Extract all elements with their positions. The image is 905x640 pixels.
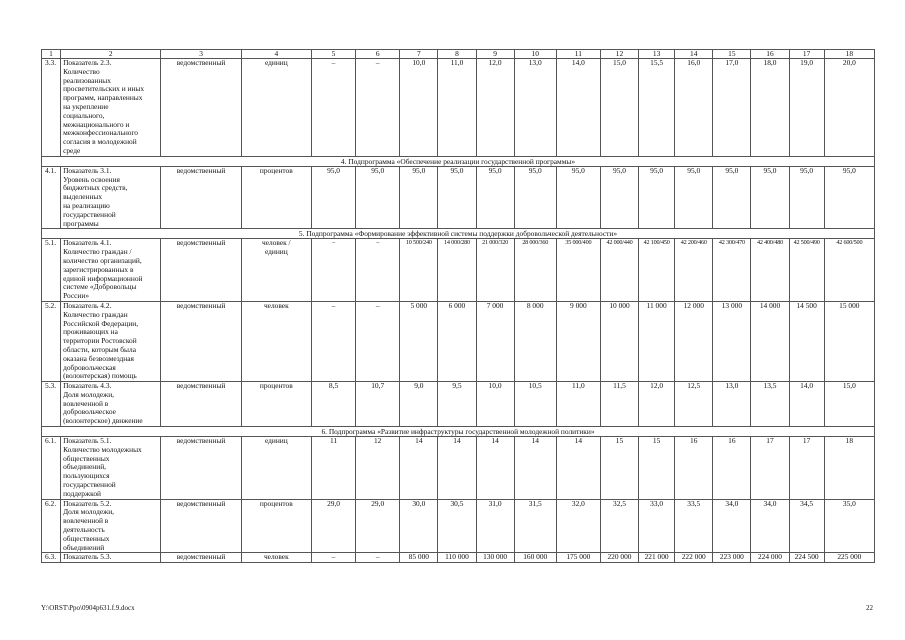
- indicator-value: 10,0: [476, 382, 514, 427]
- indicator-value: 12,0: [639, 382, 675, 427]
- indicator-value: 223 000: [713, 553, 751, 563]
- indicator-value: 19,0: [789, 59, 824, 157]
- indicator-value: 15: [639, 437, 675, 500]
- indicator-value: 95,0: [438, 166, 476, 229]
- indicator-value: 14: [400, 437, 438, 500]
- indicator-value: 14: [476, 437, 514, 500]
- indicator-value: 130 000: [476, 553, 514, 563]
- indicator-value: 20,0: [824, 59, 874, 157]
- indicator-value: 34,0: [713, 499, 751, 553]
- indicator-value: 14 000/280: [438, 239, 476, 302]
- indicator-value: 13,5: [751, 382, 789, 427]
- indicator-value: 110 000: [438, 553, 476, 563]
- indicator-value: 95,0: [514, 166, 556, 229]
- indicator-row: [42, 166, 875, 229]
- indicator-value: 220 000: [600, 553, 638, 563]
- subprogram-section-row: [42, 156, 875, 166]
- indicator-unit: процентов: [241, 166, 311, 229]
- indicator-value: 11,0: [556, 382, 600, 427]
- subprogram-title: 6. Подпрограмма «Развитие инфраструктуры государственной молодежной политики»: [42, 427, 875, 437]
- indicator-number: 5.3.: [42, 382, 61, 427]
- indicator-value: 14: [438, 437, 476, 500]
- indicator-value: 224 500: [789, 553, 824, 563]
- indicator-type: ведомственный: [161, 301, 241, 381]
- indicator-value: 42 600/500: [824, 239, 874, 302]
- indicator-value: –: [311, 301, 355, 381]
- indicator-value: 30,5: [438, 499, 476, 553]
- indicator-value: 95,0: [751, 166, 789, 229]
- column-number: 9: [476, 50, 514, 59]
- indicator-value: 10 500/240: [400, 239, 438, 302]
- indicator-value: 15 000: [824, 301, 874, 381]
- indicator-name: Показатель 4.1. Количество граждан / количество организаций, зарегистрированных в единой информационной системе «Добровольцы России»: [61, 239, 161, 302]
- indicator-value: 18: [824, 437, 874, 500]
- indicators-table: [41, 49, 875, 563]
- indicator-value: 17: [751, 437, 789, 500]
- indicator-value: 13,0: [514, 59, 556, 157]
- indicator-value: –: [356, 301, 400, 381]
- column-number: 10: [514, 50, 556, 59]
- indicator-name: Показатель 4.2. Количество граждан Российской Федерации, проживающих на территории Ростовской области, которым была оказана безвозмездная добровольческая (волонтерская) помощь: [61, 301, 161, 381]
- indicator-unit: человек: [241, 553, 311, 563]
- indicator-value: 13 000: [713, 301, 751, 381]
- indicator-value: 12: [356, 437, 400, 500]
- indicator-value: 16: [713, 437, 751, 500]
- indicator-value: 18,0: [751, 59, 789, 157]
- subprogram-title: 4. Подпрограмма «Обеспечение реализации государственной программы»: [42, 156, 875, 166]
- indicator-row: [42, 59, 875, 157]
- column-number: 2: [61, 50, 161, 59]
- indicator-value: 29,0: [311, 499, 355, 553]
- indicator-value: 9,0: [400, 382, 438, 427]
- column-number: 4: [241, 50, 311, 59]
- indicator-value: 32,0: [556, 499, 600, 553]
- subprogram-section-row: [42, 427, 875, 437]
- indicator-value: 42 200/460: [675, 239, 713, 302]
- indicator-unit: человек: [241, 301, 311, 381]
- indicator-value: 14,0: [556, 59, 600, 157]
- indicator-value: –: [311, 59, 355, 157]
- indicator-unit: единиц: [241, 59, 311, 157]
- indicator-value: 9,5: [438, 382, 476, 427]
- indicator-number: 6.2.: [42, 499, 61, 553]
- indicator-value: 31,5: [514, 499, 556, 553]
- indicator-row: [42, 301, 875, 381]
- indicator-value: 11: [311, 437, 355, 500]
- indicator-number: 5.1.: [42, 239, 61, 302]
- indicator-unit: процентов: [241, 382, 311, 427]
- indicator-value: 222 000: [675, 553, 713, 563]
- indicator-row: [42, 382, 875, 427]
- indicator-value: 33,0: [639, 499, 675, 553]
- indicator-value: 11,5: [600, 382, 638, 427]
- indicator-value: 16: [675, 437, 713, 500]
- indicator-type: ведомственный: [161, 437, 241, 500]
- indicator-value: 17: [789, 437, 824, 500]
- indicator-value: 14: [556, 437, 600, 500]
- column-number: 13: [639, 50, 675, 59]
- indicator-name: Показатель 3.1. Уровень освоения бюджетных средств, выделенных на реализацию государственной программы: [61, 166, 161, 229]
- indicator-value: 15,0: [600, 59, 638, 157]
- indicator-value: 14: [514, 437, 556, 500]
- indicator-type: ведомственный: [161, 239, 241, 302]
- column-number: 1: [42, 50, 61, 59]
- indicator-value: 221 000: [639, 553, 675, 563]
- indicator-value: 33,5: [675, 499, 713, 553]
- indicator-value: 10,0: [400, 59, 438, 157]
- indicator-value: 95,0: [476, 166, 514, 229]
- indicator-number: 6.3.: [42, 553, 61, 563]
- column-number: 16: [751, 50, 789, 59]
- indicator-value: 11,0: [438, 59, 476, 157]
- indicator-value: –: [356, 239, 400, 302]
- indicator-value: 12,5: [675, 382, 713, 427]
- indicator-type: ведомственный: [161, 166, 241, 229]
- indicator-value: 15: [600, 437, 638, 500]
- indicator-value: 35,0: [824, 499, 874, 553]
- indicator-name: Показатель 5.3.: [61, 553, 161, 563]
- indicator-value: 95,0: [356, 166, 400, 229]
- indicator-value: 12,0: [476, 59, 514, 157]
- subprogram-title: 5. Подпрограмма «Формирование эффективной системы поддержки добровольческой деятельности»: [42, 229, 875, 239]
- indicator-value: 10 000: [600, 301, 638, 381]
- indicator-unit: человек / единиц: [241, 239, 311, 302]
- indicator-value: 224 000: [751, 553, 789, 563]
- indicator-value: 95,0: [400, 166, 438, 229]
- indicator-value: 13,0: [713, 382, 751, 427]
- column-number: 6: [356, 50, 400, 59]
- indicator-value: 95,0: [639, 166, 675, 229]
- indicator-name: Показатель 4.3. Доля молодежи, вовлеченной в добровольческое (волонтерское) движение: [61, 382, 161, 427]
- indicator-value: 9 000: [556, 301, 600, 381]
- column-number: 14: [675, 50, 713, 59]
- indicator-value: 14 000: [751, 301, 789, 381]
- indicator-value: 11 000: [639, 301, 675, 381]
- indicator-value: 12 000: [675, 301, 713, 381]
- indicator-unit: единиц: [241, 437, 311, 500]
- indicator-value: 95,0: [556, 166, 600, 229]
- column-number: 5: [311, 50, 355, 59]
- footer-file-path: Y:\ORST\Ppo\0904p631.f.9.docx: [41, 604, 135, 612]
- indicator-value: –: [311, 239, 355, 302]
- indicator-value: –: [356, 553, 400, 563]
- indicator-value: 15,5: [639, 59, 675, 157]
- indicator-value: 95,0: [675, 166, 713, 229]
- indicator-value: 95,0: [789, 166, 824, 229]
- indicator-value: 160 000: [514, 553, 556, 563]
- indicator-value: 16,0: [675, 59, 713, 157]
- indicator-value: 95,0: [824, 166, 874, 229]
- indicator-value: 15,0: [824, 382, 874, 427]
- subprogram-section-row: [42, 229, 875, 239]
- indicator-type: ведомственный: [161, 553, 241, 563]
- page-number: 22: [866, 604, 873, 612]
- indicator-value: 7 000: [476, 301, 514, 381]
- indicator-value: 35 000/400: [556, 239, 600, 302]
- indicator-number: 4.1.: [42, 166, 61, 229]
- column-number: 12: [600, 50, 638, 59]
- indicator-value: 34,5: [789, 499, 824, 553]
- indicator-unit: процентов: [241, 499, 311, 553]
- indicator-value: 21 000/320: [476, 239, 514, 302]
- indicator-value: –: [356, 59, 400, 157]
- indicator-value: –: [311, 553, 355, 563]
- column-number: 18: [824, 50, 874, 59]
- indicator-value: 175 000: [556, 553, 600, 563]
- indicator-value: 17,0: [713, 59, 751, 157]
- indicator-row: [42, 553, 875, 563]
- indicator-row: [42, 499, 875, 553]
- indicator-number: 3.3.: [42, 59, 61, 157]
- indicator-value: 30,0: [400, 499, 438, 553]
- indicator-value: 95,0: [311, 166, 355, 229]
- indicator-value: 225 000: [824, 553, 874, 563]
- indicator-value: 42 400/480: [751, 239, 789, 302]
- indicator-value: 32,5: [600, 499, 638, 553]
- indicator-value: 42 500/490: [789, 239, 824, 302]
- indicator-value: 29,0: [356, 499, 400, 553]
- indicator-value: 95,0: [713, 166, 751, 229]
- column-number-row: [42, 50, 875, 59]
- indicator-value: 42 000/440: [600, 239, 638, 302]
- indicator-value: 34,0: [751, 499, 789, 553]
- indicator-value: 14,0: [789, 382, 824, 427]
- indicator-value: 5 000: [400, 301, 438, 381]
- column-number: 15: [713, 50, 751, 59]
- indicator-number: 5.2.: [42, 301, 61, 381]
- indicator-type: ведомственный: [161, 59, 241, 157]
- indicator-name: Показатель 5.2. Доля молодежи, вовлеченной в деятельность общественных объединений: [61, 499, 161, 553]
- indicator-value: 85 000: [400, 553, 438, 563]
- column-number: 17: [789, 50, 824, 59]
- indicator-value: 10,7: [356, 382, 400, 427]
- indicator-row: [42, 437, 875, 500]
- indicator-value: 8 000: [514, 301, 556, 381]
- indicator-name: Показатель 5.1. Количество молодежных общественных объединений, пользующихся государственной поддержкой: [61, 437, 161, 500]
- indicator-value: 31,0: [476, 499, 514, 553]
- indicator-value: 95,0: [600, 166, 638, 229]
- column-number: 8: [438, 50, 476, 59]
- indicator-value: 6 000: [438, 301, 476, 381]
- indicator-value: 8,5: [311, 382, 355, 427]
- column-number: 3: [161, 50, 241, 59]
- indicator-name: Показатель 2.3. Количество реализованных просветительских и иных программ, направленных на укрепление социального, межнационального и межконфессионального согласия в молодежной среде: [61, 59, 161, 157]
- indicator-value: 14 500: [789, 301, 824, 381]
- indicator-type: ведомственный: [161, 499, 241, 553]
- indicator-number: 6.1.: [42, 437, 61, 500]
- indicator-type: ведомственный: [161, 382, 241, 427]
- indicator-value: 10,5: [514, 382, 556, 427]
- indicator-value: 28 000/360: [514, 239, 556, 302]
- indicator-row: [42, 239, 875, 302]
- column-number: 11: [556, 50, 600, 59]
- indicator-value: 42 100/450: [639, 239, 675, 302]
- column-number: 7: [400, 50, 438, 59]
- indicator-value: 42 300/470: [713, 239, 751, 302]
